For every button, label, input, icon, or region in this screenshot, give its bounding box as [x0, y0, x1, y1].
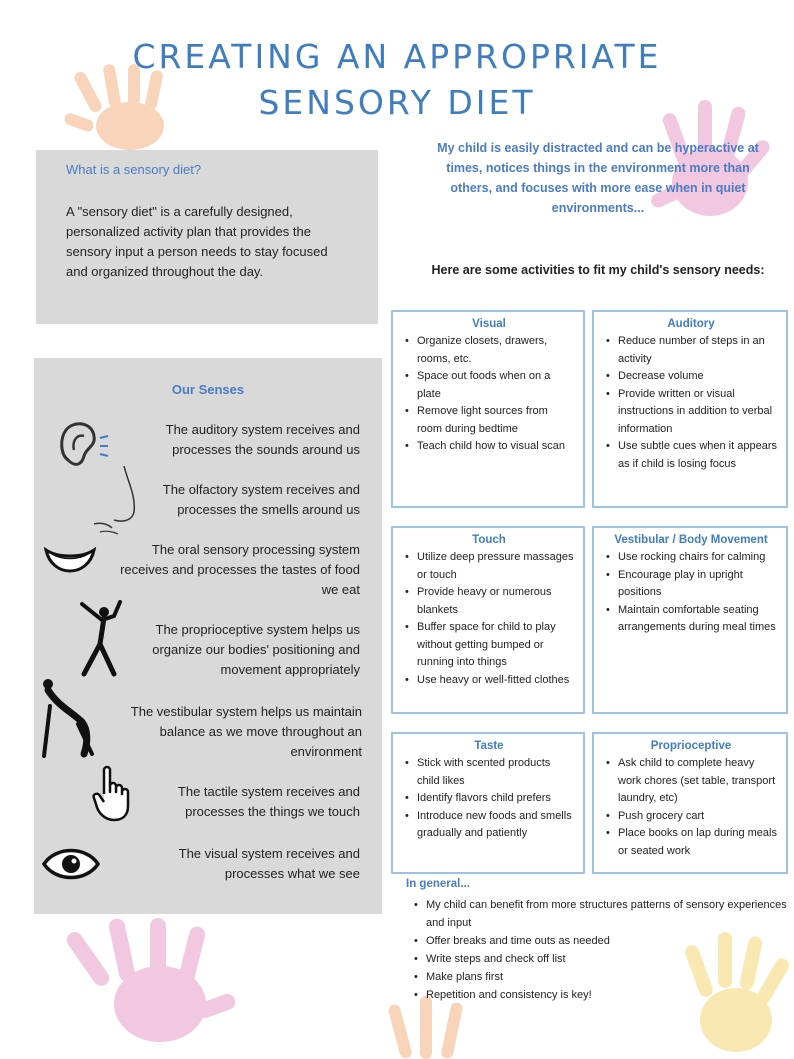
list-item: • Identify flavors child prefers — [403, 790, 575, 808]
general-list — [406, 896, 790, 1004]
eye-icon — [42, 844, 100, 884]
list-item: • Provide written or visual instructions in addition to verbal information — [604, 386, 778, 439]
list-item: • Decrease volume — [604, 368, 778, 386]
title-line-1: CREATING AN APPROPRIATE — [132, 37, 662, 76]
list-item: • Make plans first — [414, 968, 790, 986]
what-is-answer: A "sensory diet" is a carefully designed, personalized activity plan that provides the sensory input a person needs to stay focused and organized throughout the day. — [66, 204, 328, 279]
card-list — [604, 755, 778, 860]
list-item: • Repetition and consistency is key! — [414, 986, 790, 1004]
list-item: • Space out foods when on a plate — [403, 368, 575, 403]
pointing-hand-icon — [90, 764, 138, 824]
activities-heading: Here are some activities to fit my child's sensory needs: — [431, 263, 765, 277]
handprint-pink-bottom-icon — [60, 918, 240, 1058]
card-taste — [391, 732, 585, 874]
list-item: • Organize closets, drawers, rooms, etc. — [403, 333, 575, 368]
card-proprioceptive — [592, 732, 788, 874]
senses-title: Our Senses — [171, 382, 245, 397]
general-title: In general... — [406, 878, 470, 890]
card-title: Visual — [472, 318, 506, 330]
handprint-peach-bottom-icon — [380, 996, 480, 1059]
list-item: • Write steps and check off list — [414, 950, 790, 968]
card-touch — [391, 526, 585, 714]
title-line-2: SENSORY DIET — [258, 83, 536, 122]
list-item: • Maintain comfortable seating arrangements during meal times — [604, 602, 778, 637]
card-list — [403, 755, 575, 843]
list-item: • Use rocking chairs for calming — [604, 549, 778, 567]
sense-text-auditory: The auditory system receives and processes the sounds around us — [165, 422, 360, 457]
list-item: • Stick with scented products child likes — [403, 755, 575, 790]
what-is-question: What is a sensory diet? — [66, 162, 202, 177]
list-item: • Encourage play in upright positions — [604, 567, 778, 602]
card-visual — [391, 310, 585, 508]
card-vestibular — [592, 526, 788, 714]
list-item: • Buffer space for child to play without getting bumped or running into things — [403, 619, 575, 672]
sense-text-visual: The visual system receives and processes what we see — [178, 846, 360, 881]
card-title: Vestibular / Body Movement — [614, 534, 768, 546]
list-item: • Remove light sources from room during bedtime — [403, 403, 575, 438]
card-list — [604, 549, 778, 637]
page-title — [0, 34, 794, 126]
card-title: Auditory — [667, 318, 715, 330]
sense-text-olfactory: The olfactory system receives and processes the smells around us — [162, 482, 360, 517]
sense-text-proprioceptive: The proprioceptive system helps us organize our bodies' positioning and movement appropriately — [152, 622, 360, 677]
general-section — [406, 878, 790, 1004]
sense-text-oral: The oral sensory processing system receives and processes the tastes of food we eat — [120, 542, 360, 597]
card-list — [403, 549, 575, 689]
card-auditory — [592, 310, 788, 508]
list-item: • Ask child to complete heavy work chores (set table, transport laundry, etc) — [604, 755, 778, 808]
mouth-icon — [42, 544, 98, 586]
list-item: • Provide heavy or numerous blankets — [403, 584, 575, 619]
intro-text: My child is easily distracted and can be hyperactive at times, notices things in the environment more than others, and focuses with more ease when in quiet environments... — [437, 141, 759, 215]
list-item: • Introduce new foods and smells gradually and patiently — [403, 808, 575, 843]
list-item: • Use heavy or well-fitted clothes — [403, 672, 575, 690]
card-list — [403, 333, 575, 456]
card-list — [604, 333, 778, 473]
list-item: • Use subtle cues when it appears as if child is losing focus — [604, 438, 778, 473]
list-item: • Reduce number of steps in an activity — [604, 333, 778, 368]
senses-panel — [34, 358, 382, 914]
card-title: Proprioceptive — [650, 740, 732, 752]
what-is-panel — [36, 150, 378, 324]
list-item: • Teach child how to visual scan — [403, 438, 575, 456]
list-item: • Offer breaks and time outs as needed — [414, 932, 790, 950]
sense-text-vestibular: The vestibular system helps us maintain balance as we move throughout an environment — [130, 704, 362, 759]
list-item: • My child can benefit from more structures patterns of sensory experiences and input — [414, 896, 790, 932]
list-item: • Place books on lap during meals or seated work — [604, 825, 778, 860]
card-title: Touch — [472, 534, 506, 546]
card-title: Taste — [474, 740, 504, 752]
backbend-figure-icon — [38, 676, 96, 760]
sense-text-tactile: The tactile system receives and processes the things we touch — [177, 784, 360, 819]
list-item: • Push grocery cart — [604, 808, 778, 826]
list-item: • Utilize deep pressure massages or touch — [403, 549, 575, 584]
